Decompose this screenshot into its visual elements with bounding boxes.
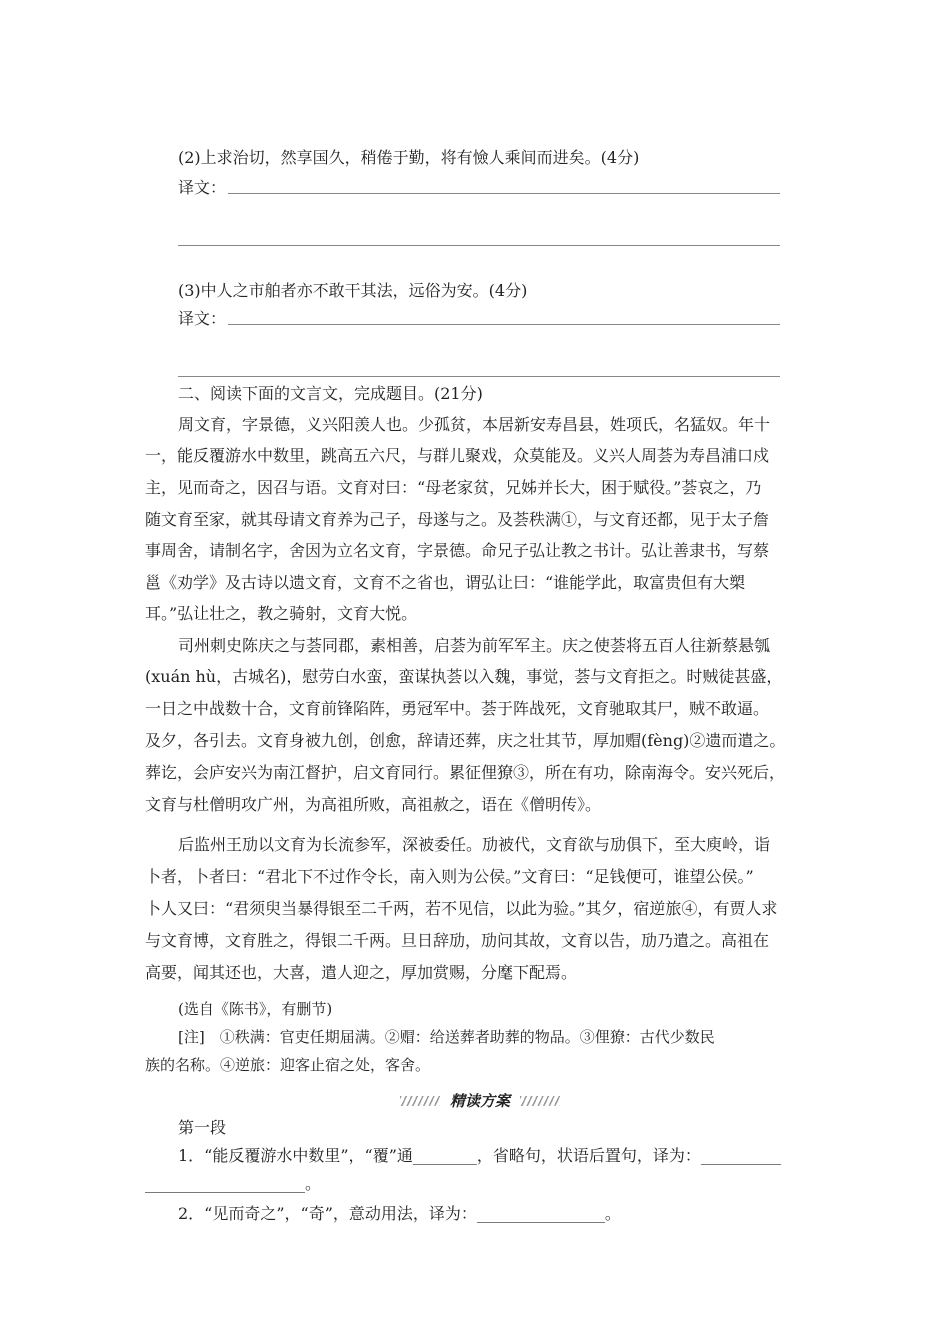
passage-line: 葬讫，会庐安兴为南江督护，启文育同行。累征俚獠③，所在有功，除南海令。安兴死后，: [145, 763, 786, 782]
translation-label-q3: 译文：: [178, 309, 227, 328]
passage-line: 卜人又曰：“君须臾当暴得银至二千两，若不见信，以此为验。”其夕，宿逆旅④，有贾人求: [145, 899, 778, 918]
passage-line: 邕《劝学》及古诗以遗文育，文育不之省也，谓弘让曰：“谁能学此，取富贵但有大槊: [145, 573, 746, 592]
answer-line: [178, 376, 780, 377]
answer-line: [228, 324, 780, 325]
reading-section-label: 第一段: [178, 1118, 227, 1137]
banner-stripes-right: [520, 1096, 560, 1106]
footnotes: [注] ①秩满：官吏任期届满。②赗：给送葬者助葬的物品。③俚獠：古代少数民: [178, 1028, 715, 1046]
answer-line: [178, 245, 780, 246]
banner-title: 精读方案: [449, 1092, 510, 1110]
source-citation: (选自《陈书》，有删节): [178, 1000, 333, 1018]
passage-line: 与文育博，文育胜之，得银二千两。旦日辞劢，劢问其故，文育以告，劢乃遣之。高祖在: [145, 931, 770, 950]
passage-line: 卜者，卜者曰：“君北下不过作令长，南入则为公侯。”文育曰：“足钱便可，谁望公侯。”: [145, 867, 754, 886]
passage-line: 及夕，各引去。文育身被九创，创愈，辞请还葬，庆之壮其节，厚加赗(fèng)②遗而遣之。: [145, 731, 786, 750]
reading-question-1: 1．“能反覆游水中数里”，“覆”通________，省略句，状语后置句，译为：__________: [178, 1146, 781, 1165]
passage-line: 周文育，字景德，义兴阳羡人也。少孤贫，本居新安寿昌县，姓项氏，名猛奴。年十: [178, 415, 771, 434]
passage-line: 随文育至家，就其母请文育养为己子，母遂与之。及荟秩满①，与文育还都，见于太子詹: [145, 510, 770, 529]
passage-line: 后监州王劢以文育为长流参军，深被委任。劢被代，文育欲与劢俱下，至大庾岭，诣: [178, 835, 771, 854]
question-2: (2)上求治切，然享国久，稍倦于勤，将有憸人乘间而进矣。(4分): [178, 148, 640, 167]
banner-stripes-left: [400, 1096, 440, 1106]
passage-line: (xuán hù，古城名)，慰劳白水蛮，蛮谋执荟以入魏，事觉，荟与文育拒之。时贼徒甚盛，: [145, 667, 783, 686]
passage-line: 司州刺史陈庆之与荟同郡，素相善，启荟为前军军主。庆之使荟将五百人往新蔡悬瓠: [178, 636, 771, 655]
reading-question-2: 2．“见而奇之”，“奇”，意动用法，译为：________________。: [178, 1204, 621, 1223]
translation-label-q2: 译文：: [178, 178, 227, 197]
passage-line: 主，见而奇之，因召与语。文育对曰：“母老家贫，兄姊并长大，困于赋役。”荟哀之，乃: [145, 478, 762, 497]
passage-line: 事周舍，请制名字，舍因为立名文育，字景德。命兄子弘让教之书计。弘让善隶书，写蔡: [145, 541, 770, 560]
passage-line: 耳。”弘让壮之，教之骑射，文育大悦。: [145, 604, 418, 623]
footnotes: 族的名称。④逆旅：迎客止宿之处，客舍。: [145, 1056, 431, 1074]
passage-line: 高要，闻其还也，大喜，遣人迎之，厚加赏赐，分麾下配焉。: [145, 963, 578, 982]
question-3: (3)中人之市舶者亦不敢干其法，远俗为安。(4分): [178, 281, 528, 300]
section-heading: 二、阅读下面的文言文，完成题目。(21分): [178, 384, 483, 403]
reading-question-1-continuation: ____________________。: [145, 1174, 322, 1193]
section-banner: [400, 1090, 560, 1112]
passage-line: 一，能反覆游水中数里，跳高五六尺，与群儿聚戏，众莫能及。义兴人周荟为寿昌浦口戍: [145, 446, 770, 465]
passage-line: 文育与杜僧明攻广州，为高祖所败，高祖赦之，语在《僧明传》。: [145, 795, 602, 814]
passage-line: 一日之中战数十合，文育前锋陷阵，勇冠军中。荟于阵战死，文育驰取其尸，贼不敢逼。: [145, 699, 770, 718]
answer-line: [228, 193, 780, 194]
